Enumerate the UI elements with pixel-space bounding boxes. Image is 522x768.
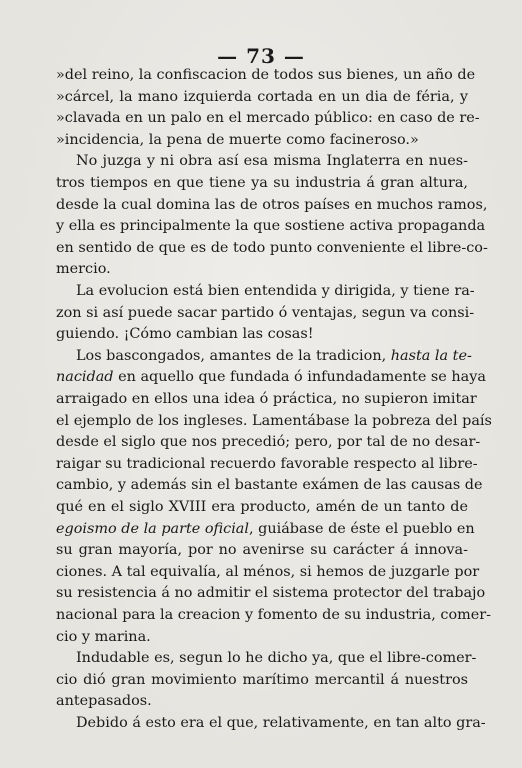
text-line: arraigado en ellos una idea ó práctica, no supieron imitar — [56, 391, 477, 407]
text-line: La evolucion está bien entendida y dirigida, y tiene ra- — [76, 283, 475, 299]
italic-phrase: hasta la te- — [390, 347, 472, 364]
text-line: su resistencia á no admitir el sistema protector del trabajo — [56, 585, 486, 602]
text-line: »clavada en un palo en el mercado público: en caso de re- — [56, 110, 480, 127]
text-line: tros tiempos en que tiene ya su industria á gran altura, — [56, 175, 468, 191]
text-line: desde la cual domina las de otros países en muchos ramos, — [56, 196, 488, 213]
text-line: qué en el siglo XVIII era producto, amén de un tanto de — [56, 499, 468, 515]
text-line: Los bascongados, amantes de la tradicion, hasta la te- — [76, 347, 472, 364]
text-line: antepasados. — [56, 693, 152, 710]
text-line: desde el siglo que nos precedió; pero, por tal de no desar- — [56, 434, 481, 451]
text-line: su gran mayoría, por no avenirse su carácter á innova- — [56, 542, 468, 559]
text-line: nacidad en aquello que fundada ó infundadamente se haya — [56, 369, 486, 386]
text-line: raigar su tradicional recuerdo favorable respecto al libre- — [56, 455, 478, 472]
text-line: cambio, y además sin el bastante exámen de las causas de — [56, 477, 483, 494]
text-line: zon si así puede sacar partido ó ventajas, segun va consi- — [56, 304, 475, 321]
text-line: »del reino, la confiscacion de todos sus bienes, un año de — [56, 67, 476, 83]
text-line: No juzga y ni obra así esa misma Inglaterra en nues- — [76, 153, 468, 170]
text-line: nacional para la creacion y fomento de su industria, comer- — [56, 607, 492, 623]
text-line: mercio. — [56, 261, 111, 278]
text-line: el ejemplo de los ingleses. Lamentábase la pobreza del país — [56, 412, 492, 429]
text-line: y ella es principalmente la que sostiene activa propaganda — [56, 218, 486, 235]
text-line: Debido á esto era el que, relativamente, en tan alto gra- — [76, 715, 486, 731]
text-line: ciones. A tal equivalía, al ménos, si hemos de juzgarle por — [56, 563, 480, 580]
text-line: cio dió gran movimiento marítimo mercantil á nuestros — [56, 671, 468, 688]
text-line: egoismo de la parte oficial, guiábase de éste el pueblo en — [56, 520, 475, 537]
text-line: cio y marina. — [56, 628, 151, 645]
text-line: en sentido de que es de todo punto conveniente el libre-co- — [56, 239, 488, 256]
italic-phrase: egoismo de la parte oficial — [56, 520, 249, 537]
text-line: »cárcel, la mano izquierda cortada en un dia de féria, y — [56, 88, 468, 105]
text-line: Indudable es, segun lo he dicho ya, que el libre-comer- — [76, 650, 477, 667]
text-line: »incidencia, la pena de muerte como facineroso.» — [56, 131, 419, 148]
page-number: — 73 — — [217, 44, 305, 68]
text-line: guiendo. ¡Cómo cambian las cosas! — [56, 326, 314, 343]
italic-phrase: nacidad — [56, 369, 114, 386]
